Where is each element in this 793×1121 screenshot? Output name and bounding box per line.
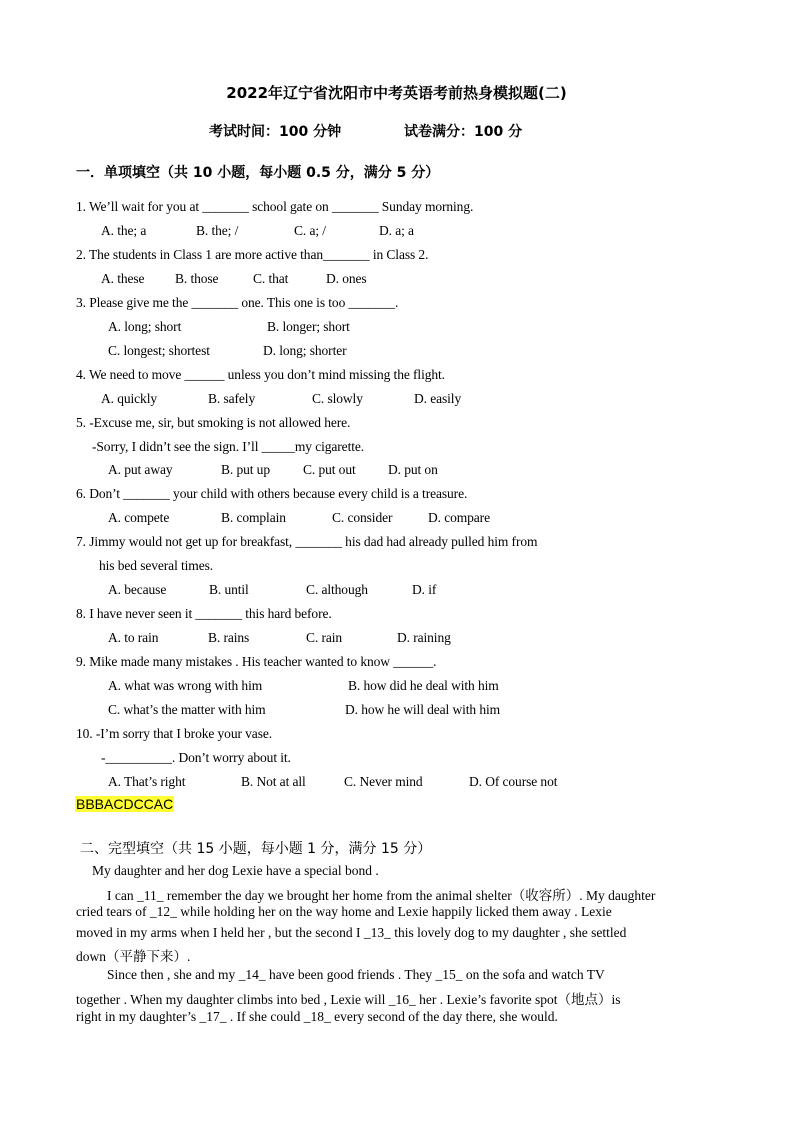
option-a: A. these — [101, 271, 145, 286]
option-a: A. long; short — [108, 319, 182, 334]
exam-time: 考试时间：100 分钟 — [209, 124, 342, 140]
passage-line: down（平静下来）. — [76, 949, 191, 964]
option-a: A. quickly — [101, 391, 157, 406]
option-c: C. consider — [332, 510, 393, 525]
option-d: D. raining — [397, 630, 451, 645]
answer-key: BBBACDCCAC — [76, 796, 174, 812]
question-stem-continued: -__________. Don’t worry about it. — [101, 750, 291, 765]
option-b: B. Not at all — [241, 774, 306, 789]
option-d: D. long; shorter — [263, 343, 347, 358]
question-stem: 3. Please give me the _______ one. This one is too _______. — [76, 295, 399, 310]
question-stem: 8. I have never seen it _______ this hard before. — [76, 606, 332, 621]
option-c: C. slowly — [312, 391, 363, 406]
section1-header: 一．单项填空（共 10 小题，每小题 0.5 分，满分 5 分） — [76, 165, 440, 181]
option-a: A. put away — [108, 462, 173, 477]
question-stem-continued: his bed several times. — [99, 558, 214, 573]
option-c: C. although — [306, 582, 368, 597]
option-d: D. if — [412, 582, 437, 597]
option-b: B. those — [175, 271, 219, 286]
option-b: B. how did he deal with him — [348, 678, 499, 693]
option-a: A. what was wrong with him — [108, 678, 263, 693]
question-stem: 9. Mike made many mistakes . His teacher wanted to know ______. — [76, 654, 437, 669]
passage-line: right in my daughter’s _17_ . If she could _18_ every second of the day there, she would. — [76, 1009, 558, 1024]
question-stem: 1. We’ll wait for you at _______ school gate on _______ Sunday morning. — [76, 199, 474, 214]
option-b: B. longer; short — [267, 319, 350, 334]
option-b: B. rains — [208, 630, 250, 645]
option-c: C. what’s the matter with him — [108, 702, 266, 717]
passage-line: together . When my daughter climbs into bed , Lexie will _16_ her . Lexie’s favorite spot（地点）is — [76, 992, 621, 1007]
option-d: D. put on — [388, 462, 438, 477]
passage-line: cried tears of _12_ while holding her on the way home and Lexie happily licked them away . Lexie — [76, 904, 612, 919]
option-b: B. put up — [221, 462, 270, 477]
option-b: B. the; / — [196, 223, 239, 238]
option-d: D. compare — [428, 510, 490, 525]
question-stem: 6. Don’t _______ your child with others because every child is a treasure. — [76, 486, 468, 501]
question-stem: 7. Jimmy would not get up for breakfast, _______ his dad had already pulled him from — [76, 534, 538, 549]
option-a: A. because — [108, 582, 167, 597]
page-title: 2022年辽宁省沈阳市中考英语考前热身模拟题(二) — [226, 84, 567, 102]
passage-line: My daughter and her dog Lexie have a special bond . — [92, 863, 379, 878]
option-a: A. compete — [108, 510, 170, 525]
option-d: D. Of course not — [469, 774, 558, 789]
passage-line: Since then , she and my _14_ have been good friends . They _15_ on the sofa and watch TV — [107, 967, 605, 982]
option-d: D. how he will deal with him — [345, 702, 501, 717]
option-c: C. that — [253, 271, 289, 286]
question-stem-continued: -Sorry, I didn’t see the sign. I’ll _____my cigarette. — [92, 439, 365, 454]
option-b: B. until — [209, 582, 249, 597]
passage-line: moved in my arms when I held her , but the second I _13_ this lovely dog to my daughter , she settled — [76, 925, 627, 940]
passage-line: I can _11_ remember the day we brought her home from the animal shelter（收容所）. My daughter — [107, 888, 656, 903]
option-c: C. a; / — [294, 223, 326, 238]
option-b: B. safely — [208, 391, 256, 406]
option-a: A. That’s right — [108, 774, 186, 789]
question-stem: 4. We need to move ______ unless you don’t mind missing the flight. — [76, 367, 445, 382]
option-b: B. complain — [221, 510, 286, 525]
option-c: C. Never mind — [344, 774, 423, 789]
full-score: 试卷满分：100 分 — [404, 124, 523, 140]
section2-header: 二、完型填空（共 15 小题，每小题 1 分，满分 15 分） — [80, 841, 432, 857]
option-c: C. rain — [306, 630, 343, 645]
option-a: A. the; a — [101, 223, 147, 238]
question-stem: 10. -I’m sorry that I broke your vase. — [76, 726, 273, 741]
question-stem: 5. -Excuse me, sir, but smoking is not allowed here. — [76, 415, 351, 430]
option-c: C. put out — [303, 462, 356, 477]
option-d: D. easily — [414, 391, 462, 406]
option-d: D. ones — [326, 271, 367, 286]
option-c: C. longest; shortest — [108, 343, 210, 358]
question-stem: 2. The students in Class 1 are more active than_______ in Class 2. — [76, 247, 429, 262]
option-a: A. to rain — [108, 630, 159, 645]
option-d: D. a; a — [379, 223, 414, 238]
